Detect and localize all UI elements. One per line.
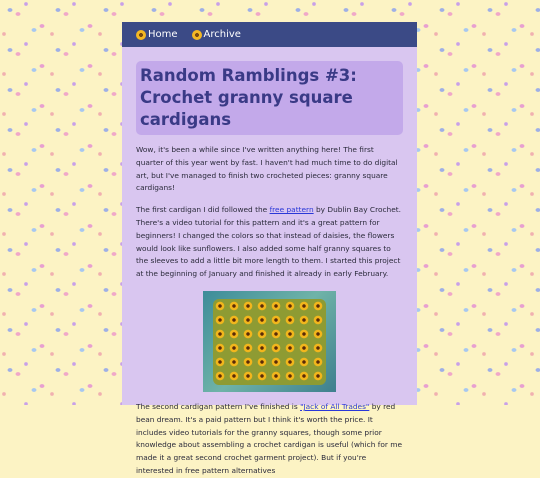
paragraph-text: The second cardigan pattern I've finished is — [136, 401, 301, 411]
paragraph-intro: Wow, it's been a while since I've written anything here! The first quarter of this year went by fast. I haven't had much time to do digital art, but I've managed to finish two crocheted pieces: granny square cardigans! — [136, 145, 398, 193]
paragraph-first-cardigan — [136, 204, 403, 281]
top-nav — [122, 22, 417, 47]
cardigan-photo — [203, 291, 336, 392]
paragraph-text: by red bean dream. It's a paid pattern but I think it's worth the price. It includes video tutorials for the granny squares, though some prior knowledge about assembling a crochet cardigan is useful (which for me made it a great second crochet garment project). But if you're interested in free pattern alternatives — [136, 401, 403, 475]
page-column — [122, 22, 417, 475]
paragraph-text: The first cardigan I did followed the — [136, 205, 270, 215]
jack-of-all-trades-link[interactable]: "Jack of All Trades" — [300, 401, 370, 411]
post-content — [122, 47, 417, 478]
sunflower-icon — [136, 30, 146, 40]
sunflower-icon — [192, 30, 202, 40]
nav-home-label: Home — [148, 29, 178, 40]
paragraph-text: by Dublin Bay Crochet. There's a video tutorial for this pattern and it's a great pattern for beginners! I changed the colors so that instead of daisies, the flowers would look like sunflowers. I also added some half granny squares to the sleeves to add a little bit more length to them. I started this project at the beginning of January and finished it already in early February. — [136, 205, 402, 279]
nav-archive-label: Archive — [203, 29, 241, 40]
free-pattern-link[interactable]: free pattern — [269, 205, 314, 215]
post-title: Random Ramblings #3: Crochet granny square cardigans — [140, 66, 357, 129]
cardigan-image — [213, 299, 326, 385]
nav-archive-link[interactable] — [192, 29, 241, 40]
nav-home-link[interactable] — [136, 29, 178, 40]
title-box — [136, 61, 403, 135]
paragraph-second-cardigan — [136, 401, 403, 478]
